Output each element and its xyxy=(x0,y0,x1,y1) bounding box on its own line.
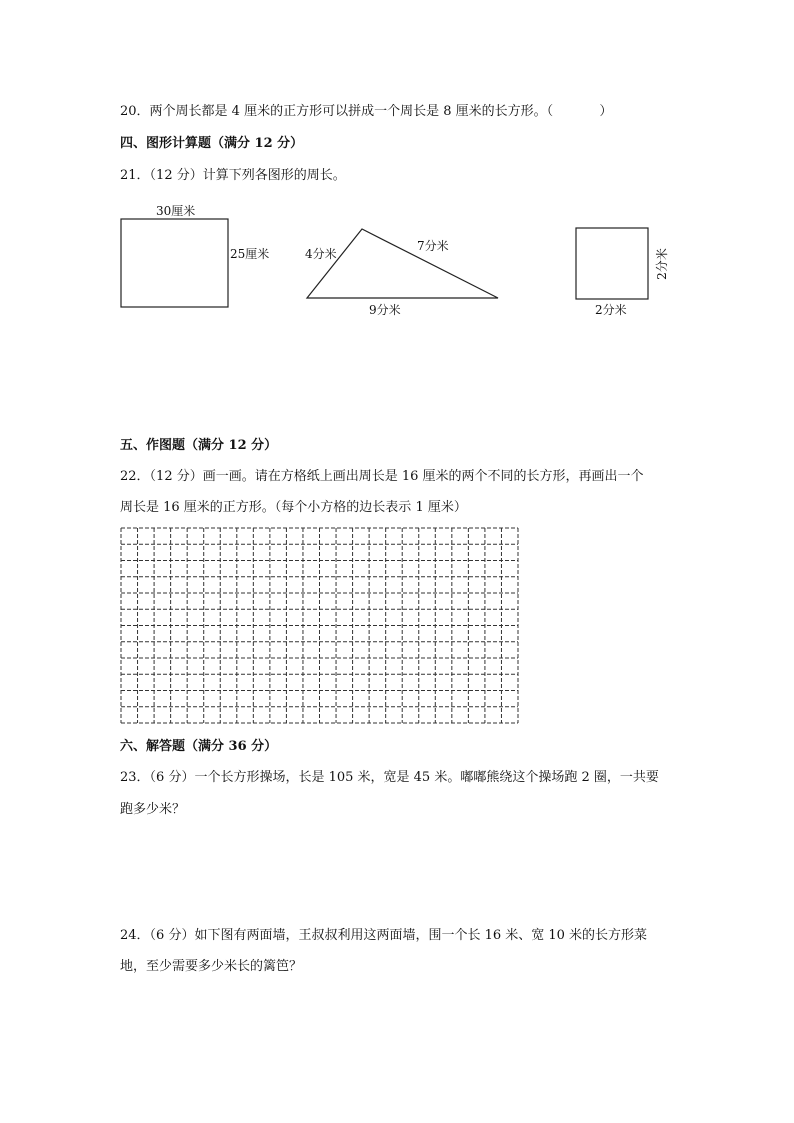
triangle-right-label: 7分米 xyxy=(417,239,449,253)
square-bottom-label: 2分米 xyxy=(595,303,627,317)
q20-statement: 20．两个周长都是 4 厘米的正方形可以拼成一个周长是 8 厘米的长方形。（ xyxy=(120,104,554,119)
q24-line1: 24．（6 分）如下图有两面墙，王叔叔利用这两面墙，围一个长 16 米、宽 10 米的长方形菜 xyxy=(120,928,648,943)
q23-line1: 23．（6 分）一个长方形操场，长是 105 米，宽是 45 米。嘟嘟熊绕这个操场跑 2 圈，一共要 xyxy=(120,770,659,785)
section4-heading: 四、图形计算题（满分 12 分） xyxy=(120,136,304,151)
q20-paren-close: ） xyxy=(599,104,613,119)
square-side-label: 2分米 xyxy=(655,248,669,280)
triangle-left-label: 4分米 xyxy=(305,247,337,261)
q21-prompt: 21．（12 分）计算下列各图形的周长。 xyxy=(120,168,346,183)
section6-heading: 六、解答题（满分 36 分） xyxy=(120,739,278,754)
rect-side-label: 25厘米 xyxy=(230,247,270,261)
q22-line2: 周长是 16 厘米的正方形。（每个小方格的边长表示 1 厘米） xyxy=(120,500,467,515)
triangle-bottom-label: 9分米 xyxy=(369,303,401,317)
q23-line2: 跑多少米？ xyxy=(120,802,186,817)
q22-line1: 22．（12 分）画一画。请在方格纸上画出周长是 16 厘米的两个不同的长方形，再画出一个 xyxy=(120,469,644,484)
rect-top-label: 30厘米 xyxy=(156,204,196,218)
section5-heading: 五、作图题（满分 12 分） xyxy=(120,438,278,453)
q24-line2: 地，至少需要多少米长的篱笆？ xyxy=(120,959,303,974)
